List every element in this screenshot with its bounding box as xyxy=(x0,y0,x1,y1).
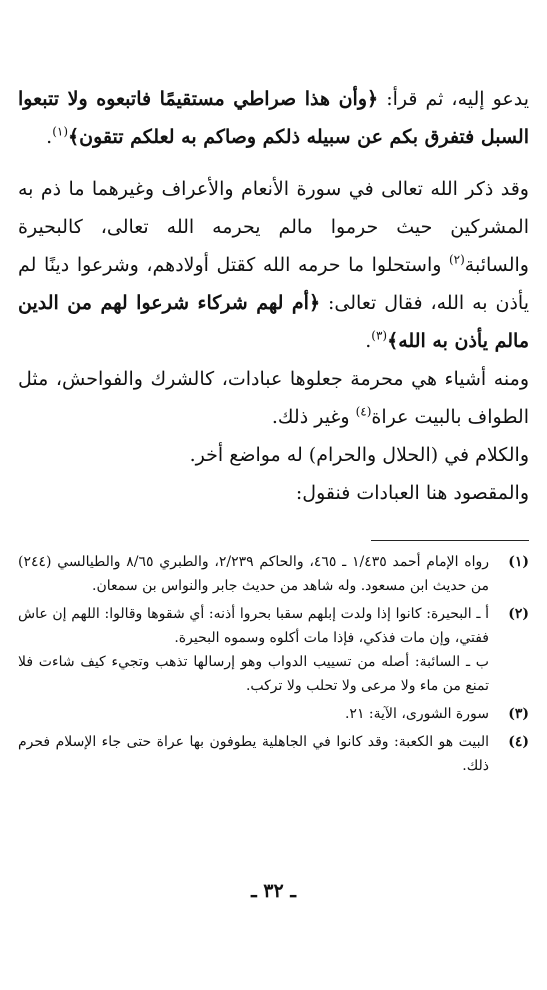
footnote-text: ب ـ السائبة: أصله من تسييب الدواب وهو إرسالها تذهب وتجيء كيف شاءت فلا تمنع من ماء ولا مرعى ولا تحلب ولا تركب. xyxy=(18,654,489,694)
footnote-ref[interactable]: (٣) xyxy=(371,328,388,343)
text: وقد ذكر الله تعالى في سورة الأنعام والأعراف وغيرهما ما ذم به المشركين حيث حرموا مالم يحرمه الله تعالى، كالبحيرة والسائبة xyxy=(18,178,529,276)
footnote-2 xyxy=(18,602,529,698)
footnote-separator xyxy=(371,540,529,541)
footnote-ref[interactable]: (١) xyxy=(52,124,69,139)
text: . xyxy=(365,330,372,352)
footnote-text: سورة الشورى، الآية: ٢١. xyxy=(344,706,489,722)
footnote-number: (١) xyxy=(508,554,529,570)
paragraph-1 xyxy=(18,80,529,156)
paragraph-4: والكلام في (الحلال والحرام) له مواضع أخر. xyxy=(189,444,529,466)
paragraph-3 xyxy=(18,360,529,436)
paragraph-5: والمقصود هنا العبادات فنقول: xyxy=(295,482,529,504)
footnotes xyxy=(18,550,529,782)
footnote-number: (٢) xyxy=(508,606,529,622)
footnote-text: البيت هو الكعبة: وقد كانوا في الجاهلية يطوفون بها عراة حتى جاء الإسلام فحرم ذلك. xyxy=(18,734,489,774)
footnote-number: (٣) xyxy=(508,706,529,722)
text: . xyxy=(46,126,53,148)
footnote-ref[interactable]: (٢) xyxy=(448,252,465,267)
text: ومنه أشياء هي محرمة جعلوها عبادات، كالشرك والفواحش، مثل الطواف بالبيت عراة xyxy=(18,368,529,428)
text: واستحلوا ما حرمه الله كقتل أولادهم، وشرعوا دينًا لم يأذن به الله، فقال تعالى: xyxy=(18,254,529,314)
footnote-4 xyxy=(18,730,529,778)
paragraph-2 xyxy=(18,170,529,360)
footnote-number: (٤) xyxy=(508,734,529,750)
quran-verse: ﴿أم لهم شركاء شرعوا لهم من الدين مالم يأذن به الله﴾ xyxy=(18,292,529,352)
footnote-text: رواه الإمام أحمد ١/٤٣٥ ـ ٤٦٥، والحاكم ٢/٢٣٩، والطبري ٨/٦٥ والطيالسي (٢٤٤) من حديث ابن مسعود. وله شاهد من حديث جابر والنواس بن سمعان. xyxy=(18,554,489,594)
text: يدعو إليه، ثم قرأ: xyxy=(378,88,529,110)
footnote-text: أ ـ البحيرة: كانوا إذا ولدت إبلهم سقبا بحروا أذنه: أي شقوها وقالوا: اللهم إن عاش ففتي، وإن مات فذكي، فإذا مات أكلوه وسموه البحيرة. xyxy=(18,606,489,646)
footnote-ref[interactable]: (٤) xyxy=(355,404,372,419)
footnote-3 xyxy=(18,702,529,726)
main-text xyxy=(18,80,529,512)
text: وغير ذلك. xyxy=(271,406,356,428)
footnote-1 xyxy=(18,550,529,598)
quran-verse: ﴿وأن هذا صراطي مستقيمًا فاتبعوه ولا تتبعوا السبل فتفرق بكم عن سبيله ذلكم وصاكم به لعلكم تتقون﴾ xyxy=(18,88,529,148)
page-number: ـ ٣٢ ـ xyxy=(251,880,296,902)
